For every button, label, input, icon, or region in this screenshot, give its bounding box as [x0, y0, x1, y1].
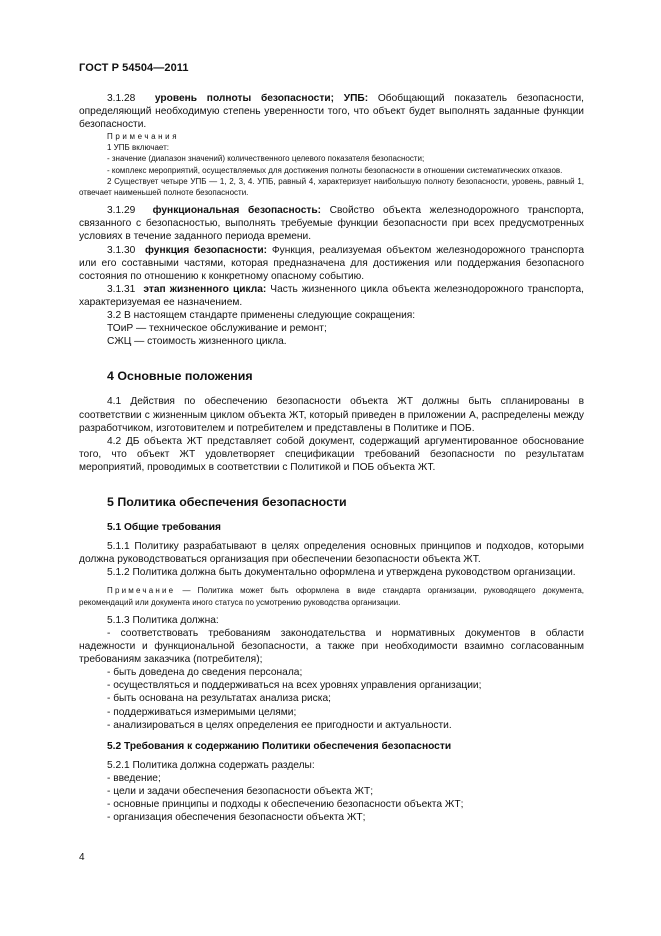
list-item: - введение; [107, 772, 161, 784]
page-number: 4 [79, 852, 85, 863]
note-1a: - значение (диапазон значений) количественного целевого показателя безопасности; [107, 154, 425, 164]
document-header: ГОСТ Р 54504—2011 [79, 62, 189, 74]
definition: Функция, реализуемая объектом железнодорожного транспорта или его составными частями, которая предназначена для достижения или поддержания безопасного состояния по отношению к конкретному опасному событию. [79, 244, 584, 282]
note-1: 1 УПБ включает: [107, 143, 169, 153]
list-5-2-1 [79, 772, 584, 824]
note-text: — Политика может быть оформлена в виде стандарта организации, руководящего документа, рекомендаций или документа иного статуса по усмотрению руководства организации. [79, 586, 584, 607]
clause-number: 3.1.29 [107, 205, 136, 217]
list-item: - цели и задачи обеспечения безопасности объекта ЖТ; [107, 785, 374, 797]
list-item: - быть доведена до сведения персонала; [107, 667, 303, 679]
clause-4-2: 4.2 ДБ объекта ЖТ представляет собой документ, содержащий аргументированное обоснование того, что объект ЖТ удовлетворяет спецификации требований безопасности по результатам мероприятий, проводимых в соответствии с Политикой и ПОБ объекта ЖТ. [79, 435, 584, 473]
section-4-heading: 4 Основные положения [107, 369, 253, 384]
definition: Свойство объекта железнодорожного транспорта, связанного с безопасностью, выполнять требуемые функции безопасности при всех предусмотренных условиях в течение заданного периода времени. [79, 205, 584, 243]
definition: Обобщающий показатель безопасности, определяющий необходимую степень уверенности того, что объект будет выполнять заданные функции безопасности. [79, 93, 584, 131]
note-label: Примечание [107, 586, 176, 596]
note-5-1-2 [79, 585, 584, 607]
list-item: - организация обеспечения безопасности объекта ЖТ; [107, 812, 366, 824]
document-body [79, 92, 584, 824]
abbreviation-2: СЖЦ — стоимость жизненного цикла. [107, 336, 287, 348]
subsection-5-2-heading: 5.2 Требования к содержанию Политики обеспечения безопасности [107, 740, 452, 752]
term: этап жизненного цикла: [143, 283, 267, 295]
list-item: - быть основана на результатах анализа риска; [107, 693, 331, 705]
clause-3-1-30 [79, 244, 584, 283]
section-5-heading: 5 Политика обеспечения безопасности [107, 494, 347, 509]
clause-3-1-29 [79, 204, 584, 243]
note-2: 2 Существует четыре УПБ — 1, 2, 3, 4. УПБ, равный 4, характеризует наибольшую полноту безопасности, уровень, равный 1, отвечает наименьшей полноте безопасности. [79, 176, 584, 198]
subsection-5-1-heading: 5.1 Общие требования [107, 522, 221, 534]
clause-number: 3.1.31 [107, 283, 136, 295]
clause-5-2-1: 5.2.1 Политика должна содержать разделы: [107, 759, 315, 771]
clause-5-1-1: 5.1.1 Политику разрабатывают в целях определения основных принципов и подходов, которыми должна руководствоваться организация при обеспечении безопасности объекта ЖТ. [79, 541, 584, 566]
abbreviation-1: ТОиР — техническое обслуживание и ремонт; [107, 323, 327, 335]
term: функциональная безопасность: [152, 205, 322, 217]
clause-4-1: 4.1 Действия по обеспечению безопасности объекта ЖТ должны быть спланированы в соответствии с жизненным циклом объекта ЖТ, который приведен в приложении А, распределены между разработчиком, изготовителем и потребителем и представлены в Политике и ПОБ. [79, 396, 584, 434]
notes-heading: Примечания [107, 132, 180, 142]
list-5-1-3 [79, 627, 584, 732]
clause-5-1-3: 5.1.3 Политика должна: [107, 614, 219, 626]
list-item: - осуществляться и поддерживаться на всех уровнях управления организации; [107, 680, 482, 692]
clause-3-2: 3.2 В настоящем стандарте применены следующие сокращения: [107, 310, 416, 322]
list-item: - поддерживаться измеримыми целями; [107, 706, 297, 718]
clause-5-1-2: 5.1.2 Политика должна быть документально оформлена и утверждена руководством организации. [107, 567, 576, 579]
term: уровень полноты безопасности; УПБ: [154, 93, 369, 104]
clause-3-1-28 [79, 92, 584, 131]
list-item: - анализироваться в целях определения ее пригодности и актуальности. [107, 719, 452, 731]
list-item: - основные принципы и подходы к обеспечению безопасности объекта ЖТ; [107, 799, 464, 811]
term: функция безопасности: [145, 244, 268, 256]
definition: Часть жизненного цикла объекта железнодорожного транспорта, характеризуемая ее назначением. [79, 283, 584, 308]
clause-3-1-31 [79, 283, 584, 309]
clause-number: 3.1.30 [107, 244, 136, 256]
clause-number: 3.1.28 [107, 93, 136, 104]
note-1b: - комплекс мероприятий, осуществляемых для достижения полноты безопасности в отношении систематических отказов. [107, 165, 563, 175]
list-item: - соответствовать требованиям законодательства и нормативных документов в области надежности и функциональной безопасности, а также при необходимости взаимно согласованным требованиям заказчика (потребителя); [79, 627, 584, 666]
